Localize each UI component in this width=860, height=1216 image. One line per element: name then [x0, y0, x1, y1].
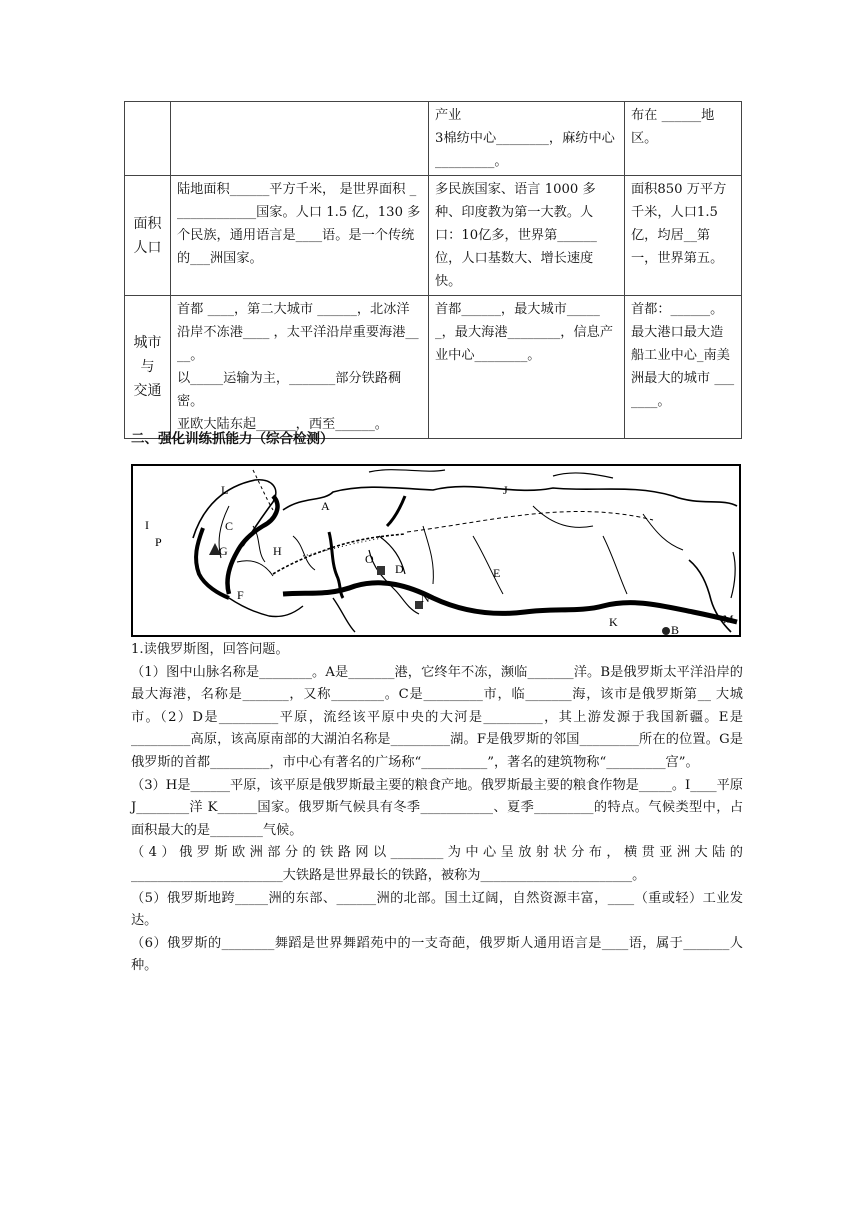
- map-label-b: B: [671, 623, 680, 635]
- map-label-p: P: [155, 535, 162, 549]
- map-label-f: F: [237, 588, 244, 602]
- table-row: [125, 296, 742, 439]
- map-label-l: L: [221, 483, 229, 497]
- table-row: [125, 176, 742, 296]
- table-row: [125, 102, 742, 176]
- map-label-e: E: [493, 566, 501, 580]
- question-item: （3）H是______平原，该平原是俄罗斯最主要的粮食产地。俄罗斯最主要的粮食作物是_____。I____平原 J________洋 K______国家。俄罗斯气候具有冬季___________、夏季_________的特点。气候类型中，占面积最大的是________气候。: [131, 777, 743, 838]
- table-cell: 陆地面积______平方千米， 是世界面积 _____________国家。人口 1.5 亿，130 多个民族，通用语言是____语。是一个传统的___洲国家。: [171, 176, 429, 296]
- table-cell: 多民族国家、语言 1000 多种、印度教为第一大教。人口：10亿多，世界第______位，人口基数大、增长速度快。: [429, 176, 625, 296]
- question-item: （6）俄罗斯的________舞蹈是世界舞蹈苑中的一支奇葩，俄罗斯人通用语言是____语，属于_______人种。: [131, 935, 743, 974]
- question-intro: 1.读俄罗斯图，回答问题。: [131, 642, 289, 657]
- section-title: 二、强化训练抓能力（综合检测）: [131, 431, 334, 447]
- map-label-a: A: [321, 499, 330, 513]
- table-cell: 产业 3棉纺中心________，麻纺中心_________。: [429, 102, 625, 176]
- row-header: 城市 与 交通: [125, 296, 171, 439]
- russia-map: [131, 464, 741, 637]
- russia-map-drawing: [133, 466, 739, 635]
- map-label-c: C: [225, 519, 234, 533]
- map-label-m: M: [723, 612, 734, 626]
- row-header: [125, 102, 171, 176]
- map-label-j: J: [503, 483, 508, 497]
- city-marker-d: [377, 566, 385, 575]
- table-cell: 首都______，最大城市______，最大海港________，信息产业中心________。: [429, 296, 625, 439]
- table-cell: 布在 ______地区。: [625, 102, 742, 176]
- port-marker-b: [662, 627, 670, 635]
- row-header: 面积 人口: [125, 176, 171, 296]
- map-label-i: I: [145, 518, 149, 532]
- question-block: [131, 639, 743, 978]
- map-label-d: D: [395, 562, 404, 576]
- map-label-h: H: [273, 544, 282, 558]
- map-label-k: K: [609, 615, 618, 629]
- map-label-o: O: [365, 552, 374, 566]
- question-item: （1）图中山脉名称是________。A是_______港，它终年不冻，濒临_______洋。B是俄罗斯太平洋沿岸的最大海港，名称是_______，又称________。C是_________市，临_______海，该市是俄罗斯第__ 大城市。（2）D是_________平原，流经该平原中央的大河是_________，其上游发源于我国新疆。E是_________高原，该高原南部的大湖泊名称是_________湖。F是俄罗斯的邻国_________所在的位置。G是俄罗斯的首都_________，市中心有著名的广场称“__________”，著名的建筑物称“_________宫”。: [131, 664, 743, 770]
- table-cell: 首都：______。最大港口最大造船工业中心_南美洲最大的城市 _______。: [625, 296, 742, 439]
- map-label-g: G: [219, 544, 228, 558]
- table-cell: [171, 102, 429, 176]
- map-label-n: N: [421, 591, 430, 605]
- table-cell: 面积850 万平方千米，人口1.5亿，均居__第一，世界第五。: [625, 176, 742, 296]
- question-item: （5）俄罗斯地跨_____洲的东部、______洲的北部。国土辽阔，自然资源丰富，____（重或轻）工业发达。: [131, 890, 743, 929]
- comparison-table: [124, 101, 742, 439]
- table-cell: 首都 ____，第二大城市 ______，北冰洋沿岸不冻港____ ，太平洋沿岸重要海港____。 以_____运输为主，_______部分铁路稠密。 亚欧大陆东起______，西至______。: [171, 296, 429, 439]
- question-item: （4）俄罗斯欧洲部分的铁路网以________为中心呈放射状分布，横贯亚洲大陆的_______________________大铁路是世界最长的铁路，被称为_______________________。: [131, 845, 743, 883]
